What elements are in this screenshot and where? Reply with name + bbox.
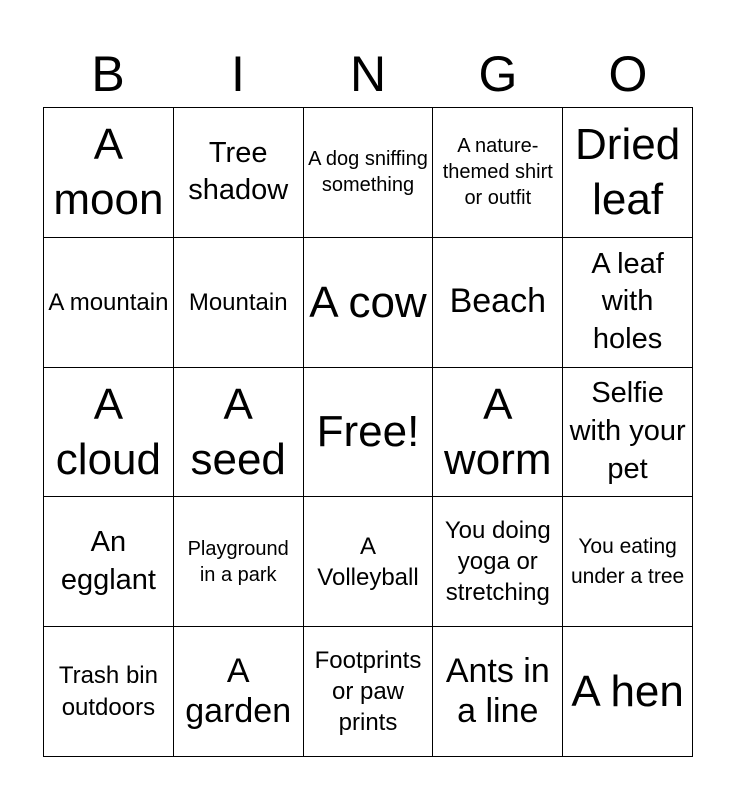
header-letter-b: B [91,46,125,102]
bingo-cell[interactable]: Dried leaf [563,108,693,238]
bingo-cell[interactable]: A worm [433,368,563,498]
bingo-cell[interactable]: A hen [563,627,693,757]
bingo-cell[interactable]: A nature-themed shirt or outfit [433,108,563,238]
bingo-cell[interactable]: A leaf with holes [563,238,693,368]
free-space[interactable]: Free! [304,368,434,498]
bingo-cell[interactable]: You doing yoga or stretching [433,497,563,627]
bingo-cell[interactable]: Mountain [174,238,304,368]
bingo-cell[interactable]: Trash bin outdoors [44,627,174,757]
bingo-card [43,107,693,757]
bingo-cell[interactable]: Beach [433,238,563,368]
bingo-cell[interactable]: A garden [174,627,304,757]
header-letter-g: G [478,46,518,102]
bingo-cell[interactable]: You eating under a tree [563,497,693,627]
bingo-cell[interactable]: Footprints or paw prints [304,627,434,757]
bingo-cell[interactable]: Playground in a park [174,497,304,627]
bingo-cell[interactable]: A mountain [44,238,174,368]
bingo-cell[interactable]: Selfie with your pet [563,368,693,498]
header-letter-o: O [608,46,648,102]
bingo-cell[interactable]: An egglant [44,497,174,627]
bingo-cell[interactable]: Ants in a line [433,627,563,757]
bingo-cell[interactable]: A dog sniffing something [304,108,434,238]
bingo-cell[interactable]: A Volleyball [304,497,434,627]
bingo-cell[interactable]: A moon [44,108,174,238]
bingo-cell[interactable]: A cloud [44,368,174,498]
bingo-header [43,40,693,108]
bingo-cell[interactable]: A cow [304,238,434,368]
bingo-cell[interactable]: A seed [174,368,304,498]
header-letter-i: I [231,46,245,102]
header-letter-n: N [349,46,387,102]
bingo-cell[interactable]: Tree shadow [174,108,304,238]
